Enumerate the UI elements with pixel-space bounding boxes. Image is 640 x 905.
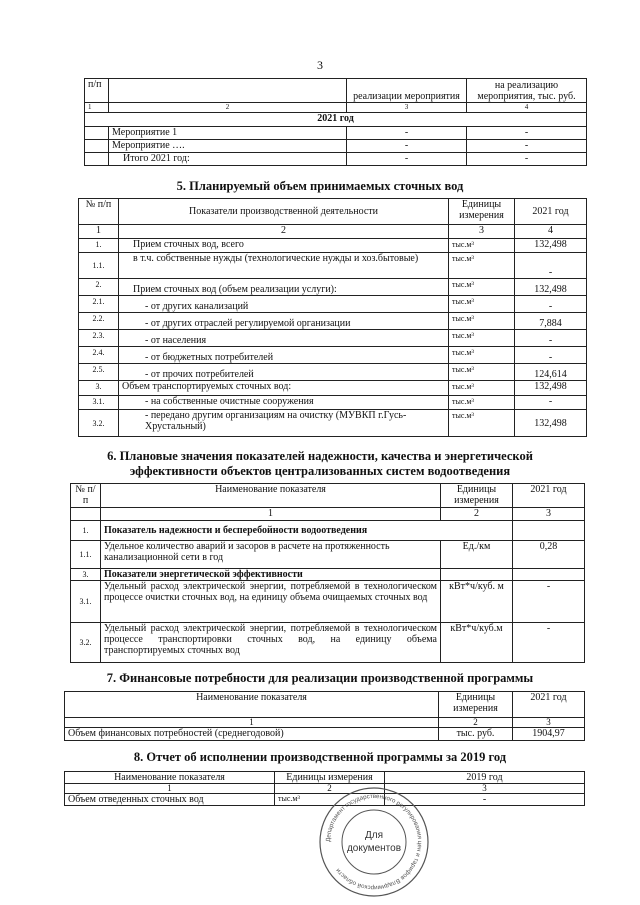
row-unit: тыс.м³ bbox=[449, 313, 515, 330]
row-unit: тыс.м³ bbox=[449, 396, 515, 410]
row-name: - от прочих потребителей bbox=[119, 364, 449, 381]
row-unit: тыс.м³ bbox=[275, 794, 385, 806]
activities-table bbox=[84, 78, 587, 166]
number-cell: 2 bbox=[275, 784, 385, 794]
row-unit: тыс.м³ bbox=[449, 253, 515, 279]
header-cell: № п/п bbox=[79, 199, 119, 225]
row-num: 2.2. bbox=[79, 313, 119, 330]
row-value: 132,498 bbox=[515, 410, 587, 437]
number-cell: 1 bbox=[65, 784, 275, 794]
row-value: - bbox=[385, 794, 585, 806]
section7-table bbox=[64, 691, 585, 741]
row-value: - bbox=[515, 347, 587, 364]
row-name: Объем финансовых потребностей (среднегодовой) bbox=[65, 728, 439, 741]
row-value: - bbox=[515, 253, 587, 279]
row-name: - от бюджетных потребителей bbox=[119, 347, 449, 364]
stamp-outer-ring bbox=[320, 788, 428, 896]
activity-value: - bbox=[347, 127, 467, 140]
stamp-ring-text: Департамент государственного регулирования цен и тарифов Владимирской области bbox=[324, 792, 424, 892]
header-cell: 2021 год bbox=[515, 199, 587, 225]
row-name: в т.ч. собственные нужды (технологические нужды и хоз.бытовые) bbox=[119, 253, 449, 279]
row-name: - от населения bbox=[119, 330, 449, 347]
number-cell: 1 bbox=[79, 225, 119, 239]
row-num: 2.4. bbox=[79, 347, 119, 364]
row-name: Удельный расход электрической энергии, потребляемой в технологическом процессе очистки сточных вод, на единицу объема очищаемых сточных вод bbox=[101, 581, 441, 623]
number-cell: 2 bbox=[441, 508, 513, 521]
activity-value: - bbox=[467, 127, 587, 140]
row-unit: тыс. руб. bbox=[439, 728, 513, 741]
row-num: 3. bbox=[71, 569, 101, 581]
number-cell: 1 bbox=[85, 103, 109, 113]
document-stamp bbox=[318, 786, 430, 898]
header-cell: реализации мероприятия bbox=[347, 79, 467, 103]
section6-title-line1: 6. Плановые значения показателей надежности, качества и энергетической bbox=[107, 449, 533, 463]
section6-table bbox=[70, 483, 585, 663]
row-unit: Ед./км bbox=[441, 541, 513, 569]
row-unit: тыс.м³ bbox=[449, 330, 515, 347]
row-num: 2.3. bbox=[79, 330, 119, 347]
row-name: - передано другим организациям на очистку (МУВКП г.Гусь-Хрустальный) bbox=[119, 410, 449, 437]
row-unit: тыс.м³ bbox=[449, 347, 515, 364]
row-name: - на собственные очистные сооружения bbox=[119, 396, 449, 410]
stamp-center-line1: Для bbox=[364, 830, 384, 841]
row-num: 3. bbox=[79, 381, 119, 396]
activity-name: Мероприятие …. bbox=[109, 140, 347, 153]
row-name: Объем транспортируемых сточных вод: bbox=[119, 381, 449, 396]
row-unit: тыс.м³ bbox=[449, 364, 515, 381]
number-cell: 2 bbox=[119, 225, 449, 239]
stamp-inner-ring bbox=[342, 810, 406, 874]
activity-name: Мероприятие 1 bbox=[109, 127, 347, 140]
row-name: Прием сточных вод (объем реализации услуги): bbox=[119, 279, 449, 296]
row-num: 3.2. bbox=[71, 623, 101, 663]
group-heading: Показатели энергетической эффективности bbox=[101, 569, 441, 581]
row-num: 3.1. bbox=[71, 581, 101, 623]
row-value: 132,498 bbox=[515, 279, 587, 296]
page-number: 3 bbox=[317, 58, 323, 72]
header-cell: 2021 год bbox=[513, 692, 585, 718]
number-cell: 3 bbox=[513, 508, 585, 521]
section6-title-line2: эффективности объектов централизованных систем водоотведения bbox=[129, 464, 511, 478]
header-cell: Наименование показателя bbox=[65, 772, 275, 784]
row-value: 132,498 bbox=[515, 239, 587, 253]
row-num: 1.1. bbox=[71, 541, 101, 569]
activity-value: - bbox=[467, 140, 587, 153]
row-value: 1904,97 bbox=[513, 728, 585, 741]
row-unit: тыс.м³ bbox=[449, 410, 515, 437]
row-unit: кВт*ч/куб. м bbox=[441, 581, 513, 623]
row-value: - bbox=[515, 330, 587, 347]
activity-value: - bbox=[467, 153, 587, 166]
header-cell: Единицы измерения bbox=[449, 199, 515, 225]
number-cell: 1 bbox=[101, 508, 441, 521]
activity-value: - bbox=[347, 153, 467, 166]
number-cell: 3 bbox=[385, 784, 585, 794]
row-value: - bbox=[513, 581, 585, 623]
header-cell: 2019 год bbox=[385, 772, 585, 784]
number-cell: 1 bbox=[65, 718, 439, 728]
header-cell: Единицы измерения bbox=[439, 692, 513, 718]
group-heading: Показатель надежности и бесперебойности водоотведения bbox=[101, 521, 513, 541]
section8-title: 8. Отчет об исполнении производственной программы за 2019 год bbox=[133, 750, 507, 764]
number-cell: 4 bbox=[467, 103, 587, 113]
row-value: 0,28 bbox=[513, 541, 585, 569]
row-name: Удельное количество аварий и засоров в расчете на протяженность канализационной сети в год bbox=[101, 541, 441, 569]
row-num: 1. bbox=[71, 521, 101, 541]
row-name: - от других отраслей регулируемой организации bbox=[119, 313, 449, 330]
activity-value: - bbox=[347, 140, 467, 153]
header-cell: 2021 год bbox=[513, 484, 585, 508]
row-unit: тыс.м³ bbox=[449, 381, 515, 396]
row-value: - bbox=[515, 396, 587, 410]
row-name: Удельный расход электрической энергии, потребляемой в технологическом процессе транспортировки сточных вод, на единицу объема транспортируемых сточных вод bbox=[101, 623, 441, 663]
header-cell: Единицы измерения bbox=[441, 484, 513, 508]
row-unit: тыс.м³ bbox=[449, 279, 515, 296]
section5-table bbox=[78, 198, 587, 437]
header-cell: Наименование показателя bbox=[65, 692, 439, 718]
row-value: 132,498 bbox=[515, 381, 587, 396]
row-num: 1.1. bbox=[79, 253, 119, 279]
row-value: - bbox=[515, 296, 587, 313]
row-unit: тыс.м³ bbox=[449, 296, 515, 313]
row-unit: тыс.м³ bbox=[449, 239, 515, 253]
row-num: 3.2. bbox=[79, 410, 119, 437]
row-num: 3.1. bbox=[79, 396, 119, 410]
number-cell: 4 bbox=[515, 225, 587, 239]
row-num: 2.1. bbox=[79, 296, 119, 313]
row-value: 7,884 bbox=[515, 313, 587, 330]
section5-title: 5. Планируемый объем принимаемых сточных вод bbox=[176, 179, 464, 193]
header-cell: п/п bbox=[85, 79, 109, 103]
row-name: Прием сточных вод, всего bbox=[119, 239, 449, 253]
header-cell bbox=[109, 79, 347, 103]
header-cell: № п/п bbox=[71, 484, 101, 508]
row-num: 2.5. bbox=[79, 364, 119, 381]
header-cell: Показатели производственной деятельности bbox=[119, 199, 449, 225]
header-cell: на реализацию мероприятия, тыс. руб. bbox=[467, 79, 587, 103]
header-cell: Наименование показателя bbox=[101, 484, 441, 508]
row-name: - от других канализаций bbox=[119, 296, 449, 313]
number-cell: 3 bbox=[449, 225, 515, 239]
number-cell: 2 bbox=[109, 103, 347, 113]
row-value: 124,614 bbox=[515, 364, 587, 381]
row-name: Объем отведенных сточных вод bbox=[65, 794, 275, 806]
number-cell: 3 bbox=[513, 718, 585, 728]
number-cell: 3 bbox=[347, 103, 467, 113]
header-cell: Единицы измерения bbox=[275, 772, 385, 784]
number-cell: 2 bbox=[439, 718, 513, 728]
row-num: 2. bbox=[79, 279, 119, 296]
row-value: - bbox=[513, 623, 585, 663]
activity-total: Итого 2021 год: bbox=[109, 153, 347, 166]
section7-title: 7. Финансовые потребности для реализации производственной программы bbox=[106, 671, 534, 685]
row-unit: кВт*ч/куб.м bbox=[441, 623, 513, 663]
stamp-center-line2: документов bbox=[346, 843, 402, 854]
year-label: 2021 год bbox=[85, 113, 587, 127]
row-num: 1. bbox=[79, 239, 119, 253]
